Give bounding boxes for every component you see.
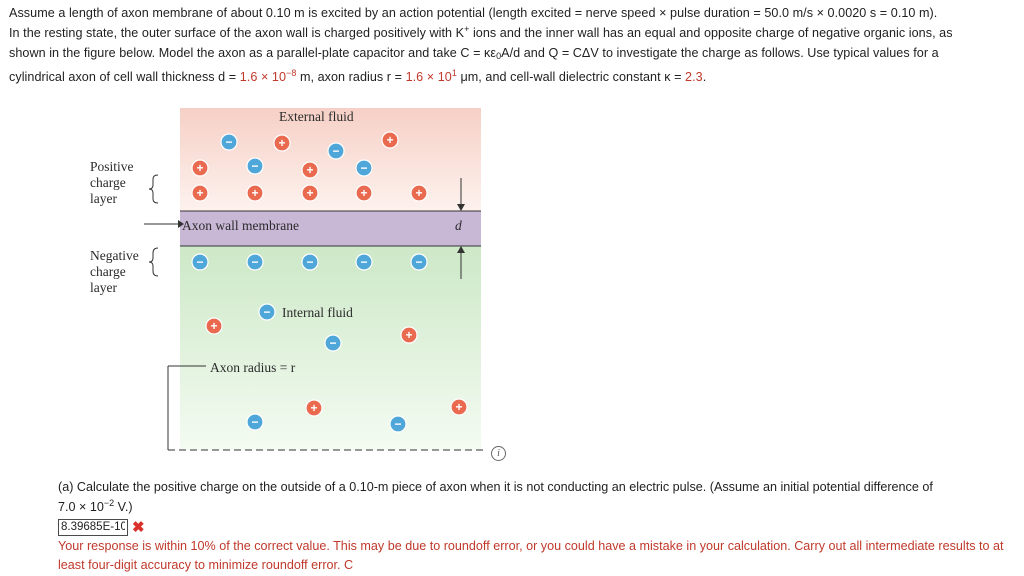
svg-text:−: − (251, 415, 259, 429)
positive-ion (302, 162, 318, 178)
answer-row (58, 518, 145, 536)
problem-statement (9, 3, 1017, 87)
question-a-text: (a) Calculate the positive charge on the outside of a 0.10-m piece of axon when it is not conducting an electric pulse. (Assume an initial potential difference of (58, 480, 933, 494)
negative-layer-label-3: layer (90, 280, 117, 295)
axon-radius-label: Axon radius = r (210, 360, 296, 375)
svg-text:+: + (306, 163, 314, 177)
svg-text:+: + (310, 401, 318, 415)
svg-text:+: + (405, 328, 413, 342)
svg-text:−: − (306, 255, 314, 269)
axon-figure (86, 98, 526, 460)
positive-ion (382, 132, 398, 148)
negative-ion (247, 254, 263, 270)
svg-text:−: − (263, 305, 271, 319)
svg-text:+: + (251, 186, 259, 200)
negative-ion (247, 414, 263, 430)
thickness-d-label: d (455, 218, 462, 233)
axon-diagram (86, 98, 526, 460)
positive-ion (306, 400, 322, 416)
svg-text:+: + (386, 133, 394, 147)
svg-text:−: − (251, 159, 259, 173)
negative-ion (302, 254, 318, 270)
svg-text:−: − (251, 255, 259, 269)
incorrect-x-icon: ✖ (132, 518, 145, 536)
positive-ion (356, 185, 372, 201)
svg-text:−: − (360, 161, 368, 175)
negative-layer-label-2: charge (90, 264, 126, 279)
problem-line-1: Assume a length of axon membrane of about 0.10 m is excited by an action potential (length excited = nerve speed × pulse duration = 50.0 m/s × 0.0020 s = 0.10 m). (9, 6, 938, 20)
svg-text:+: + (415, 186, 423, 200)
positive-ion (192, 160, 208, 176)
question-a-text-2: $7.0 \times 10^{-2}$ V.) (58, 498, 133, 514)
positive-ion (206, 318, 222, 334)
svg-text:+: + (196, 186, 204, 200)
negative-ion (411, 254, 427, 270)
negative-ion (325, 335, 341, 351)
negative-ion (390, 416, 406, 432)
feedback-message: Your response is within 10% of the correct value. This may be due to roundoff error, or you could have a mistake in your calculation. Carry out all intermediate results to at least four-digit accuracy to minimize roundoff error. C (58, 539, 1004, 572)
positive-layer-label-3: layer (90, 191, 117, 206)
svg-text:−: − (225, 135, 233, 149)
svg-text:−: − (329, 336, 337, 350)
negative-layer-brace (149, 248, 158, 276)
svg-text:−: − (360, 255, 368, 269)
positive-ion (401, 327, 417, 343)
negative-ion (192, 254, 208, 270)
svg-text:−: − (332, 144, 340, 158)
answer-input[interactable] (58, 519, 128, 536)
external-fluid-label: External fluid (279, 109, 354, 124)
positive-ion (274, 135, 290, 151)
svg-text:−: − (415, 255, 423, 269)
positive-ion (411, 185, 427, 201)
positive-layer-label-2: charge (90, 175, 126, 190)
membrane-label: Axon wall membrane (182, 218, 299, 233)
negative-ion (259, 304, 275, 320)
positive-layer-brace (149, 175, 158, 203)
svg-text:+: + (306, 186, 314, 200)
positive-ion (302, 185, 318, 201)
internal-fluid-label: Internal fluid (282, 305, 353, 320)
positive-ion (451, 399, 467, 415)
negative-ion (221, 134, 237, 150)
negative-ion (356, 160, 372, 176)
radius-value: $1.6 \times 10^1$ (405, 68, 457, 84)
problem-line-4: cylindrical axon of cell wall thickness $d = 1.6 \times 10^{-8}$ m, axon radius $r = 1.6 \times 10^1$ μm, and cell-wall dielectric constant κ = 2.3. (9, 68, 707, 84)
negative-ion (328, 143, 344, 159)
negative-layer-label-1: Negative (90, 248, 139, 263)
svg-text:+: + (455, 400, 463, 414)
svg-text:+: + (196, 161, 204, 175)
svg-text:+: + (278, 136, 286, 150)
svg-text:−: − (394, 417, 402, 431)
svg-text:−: − (196, 255, 204, 269)
problem-line-3: shown in the figure below. Model the axon as a parallel-plate capacitor and take $C = \kappa\varepsilon_0A/d$ and Q = CΔV to investigate the charge as follows. Use typical values for a (9, 46, 939, 61)
dielectric-value: 2.3 (685, 70, 703, 84)
positive-ion (192, 185, 208, 201)
info-icon[interactable]: i (491, 446, 506, 461)
problem-line-2: In the resting state, the outer surface of the axon wall is charged positively with K+ ions and the inner wall has an equal and opposite charge of negative organic ions, as (9, 24, 953, 40)
thickness-value: $1.6 \times 10^{-8}$ (239, 68, 297, 84)
negative-ion (356, 254, 372, 270)
svg-text:+: + (360, 186, 368, 200)
negative-ion (247, 158, 263, 174)
svg-text:+: + (210, 319, 218, 333)
positive-layer-label-1: Positive (90, 159, 134, 174)
question-a (58, 477, 1008, 517)
positive-ion (247, 185, 263, 201)
